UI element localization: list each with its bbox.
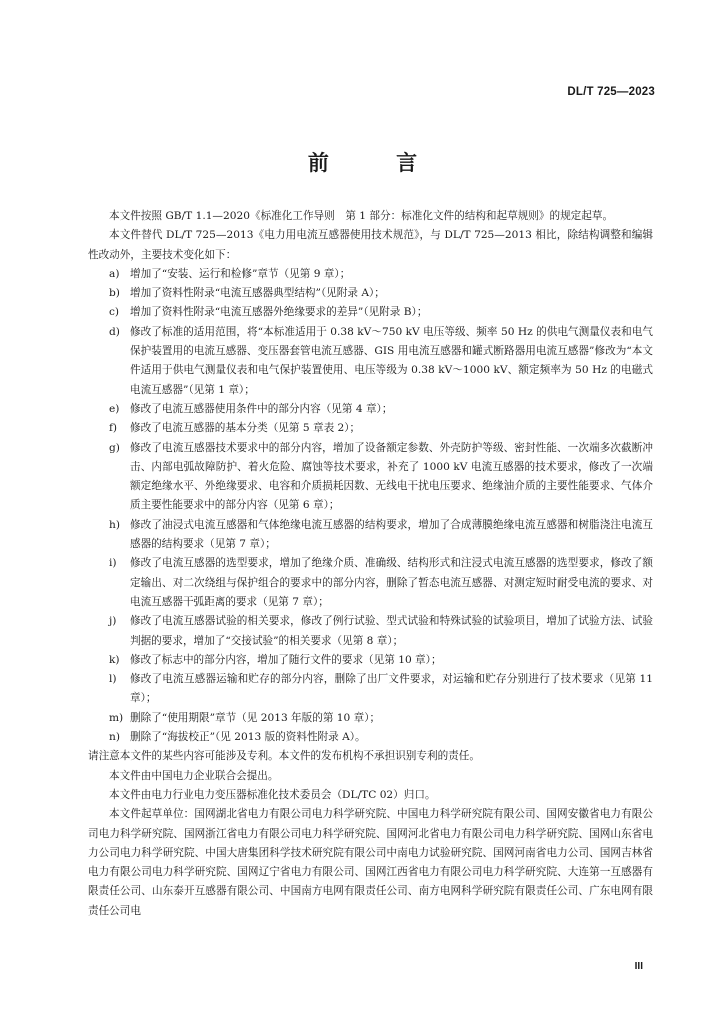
list-item-text: 增加了“安装、运行和检修”章节（见第 9 章）； [130,267,351,280]
list-item [88,323,653,400]
list-item-label: l) [109,673,117,686]
list-item [88,709,653,728]
list-item-label: e) [109,402,120,415]
paragraph-drafting-rule: 本文件按照 GB/T 1.1—2020《标准化工作导则 第 1 部分：标准化文件的结构和起草规则》的规定起草。 [109,210,614,222]
list-item-text: 修改了电流互感器使用条件中的部分内容（见第 4 章）； [130,402,393,415]
foreword-body [88,207,653,921]
list-item-text: 修改了标准的适用范围，将“本标准适用于 0.38 kV～750 kV 电压等级、频率 50 Hz 的供电气测量仪表和电气保护装置用的电流互感器、变压器套管电流互感器、GIS 用电流互感器和罐式断路器用电流互感器”修改为“本文件适用于供电气测量仪表和电气保护装置使用、电压等级为 0.38 kV～1000 kV、额定频率为 50 Hz 的电磁式电流互感器”（见第 1 章）； [130,325,653,396]
list-item [88,439,653,516]
list-item-label: j) [109,615,117,628]
list-item-label: a) [109,267,120,280]
list-item-label: k) [109,653,120,666]
list-item-text: 增加了资料性附录“电流互感器外绝缘要求的差异”（见附录 B）； [130,306,428,319]
list-item [88,651,653,670]
standard-code: DL/T 725—2023 [567,86,655,98]
paragraph-proposer: 本文件由中国电力企业联合会提出。 [109,769,279,782]
list-item [88,400,653,419]
list-item-label: c) [109,306,120,319]
list-item [88,670,653,709]
list-item-text: 修改了电流互感器的选型要求，增加了绝缘介质、准确级、结构形式和注浸式电流互感器的选型要求，修改了额定输出、对二次绕组与保护组合的要求中的部分内容，删除了暂态电流互感器、对测定短时耐受电流的要求、对电流互感器干弧距离的要求（见第 7 章）； [130,557,653,608]
list-item-text: 删除了“海拔校正”（见 2013 版的资料性附录 A）。 [130,731,366,744]
list-item-label: f) [109,422,118,435]
list-item [88,554,653,612]
list-item-label: b) [109,287,120,300]
page-title: 前 言 [307,150,448,175]
list-item-label: i) [109,557,117,570]
list-item [88,516,653,555]
list-item-text: 增加了资料性附录“电流互感器典型结构”（见附录 A）； [130,287,385,300]
paragraph-patent-notice: 请注意本文件的某些内容可能涉及专利。本文件的发布机构不承担识别专利的责任。 [88,750,480,763]
paragraph-drafting-units: 本文件起草单位：国网湖北省电力有限公司电力科学研究院、中国电力科学研究院有限公司、国网安徽省电力有限公司电力科学研究院、国网浙江省电力有限公司电力科学研究院、国网河北省电力有限公司电力科学研究院、国网山东省电力公司电力科学研究院、中国大唐集团科学技术研究院有限公司中南电力试验研究院、国网河南省电力公司、国网吉林省电力有限公司电力科学研究院、国网辽宁省电力有限公司、国网江西省电力有限公司电力科学研究院、大连第一互感器有限责任公司、山东泰开互感器有限公司、中国南方电网有限责任公司、南方电网科学研究院有限责任公司、广东电网有限责任公司电 [88,808,653,917]
list-item-text: 修改了电流互感器试验的相关要求，修改了例行试验、型式试验和特殊试验的试验项目，增加了试验方法、试验判据的要求，增加了“交接试验”的相关要求（见第 8 章）； [130,615,653,647]
list-item [88,612,653,651]
list-item-label: d) [109,325,120,338]
list-item-text: 删除了“使用期限”章节（见 2013 年版的第 10 章）； [130,711,381,724]
paragraph-committee: 本文件由电力行业电力变压器标准化技术委员会（DL/TC 02）归口。 [109,788,436,801]
list-item-label: h) [109,518,120,531]
list-item [88,728,653,747]
list-item [88,284,653,303]
page-number: III [634,961,643,972]
list-item-text: 修改了电流互感器运输和贮存的部分内容，删除了出厂文件要求，对运输和贮存分别进行了技术要求（见第 11 章）； [130,673,653,705]
list-item-label: n) [109,731,120,744]
list-item-label: m) [109,711,124,724]
list-item [88,419,653,438]
list-item-text: 修改了标志中的部分内容，增加了随行文件的要求（见第 10 章）； [130,653,442,666]
list-item [88,303,653,322]
list-item-text: 修改了油浸式电流互感器和气体绝缘电流互感器的结构要求，增加了合成薄膜绝缘电流互感器和树脂浇注电流互感器的结构要求（见第 7 章）； [130,518,653,551]
list-item-text: 修改了电流互感器的基本分类（见第 5 章表 2）； [130,422,361,435]
list-item [88,265,653,284]
list-item-text: 修改了电流互感器技术要求中的部分内容，增加了设备额定参数、外壳防护等级、密封性能、一次端多次截断冲击、内部电弧故障防护、着火危险、腐蚀等技术要求，补充了 1000 kV 电流互感器的技术要求，修改了一次端额定绝缘水平、外绝缘要求、电容和介质损耗因数、无线电干扰电压要求、绝缘油介质的主要性能要求、气体介质主要性能要求中的部分内容（见第 6 章）； [130,441,653,512]
list-item-label: g) [109,441,120,454]
changes-list [88,265,653,747]
paragraph-replacement: 本文件替代 DL/T 725—2013《电力用电流互感器使用技术规范》，与 DL/T 725—2013 相比，除结构调整和编辑性改动外，主要技术变化如下： [88,229,653,261]
